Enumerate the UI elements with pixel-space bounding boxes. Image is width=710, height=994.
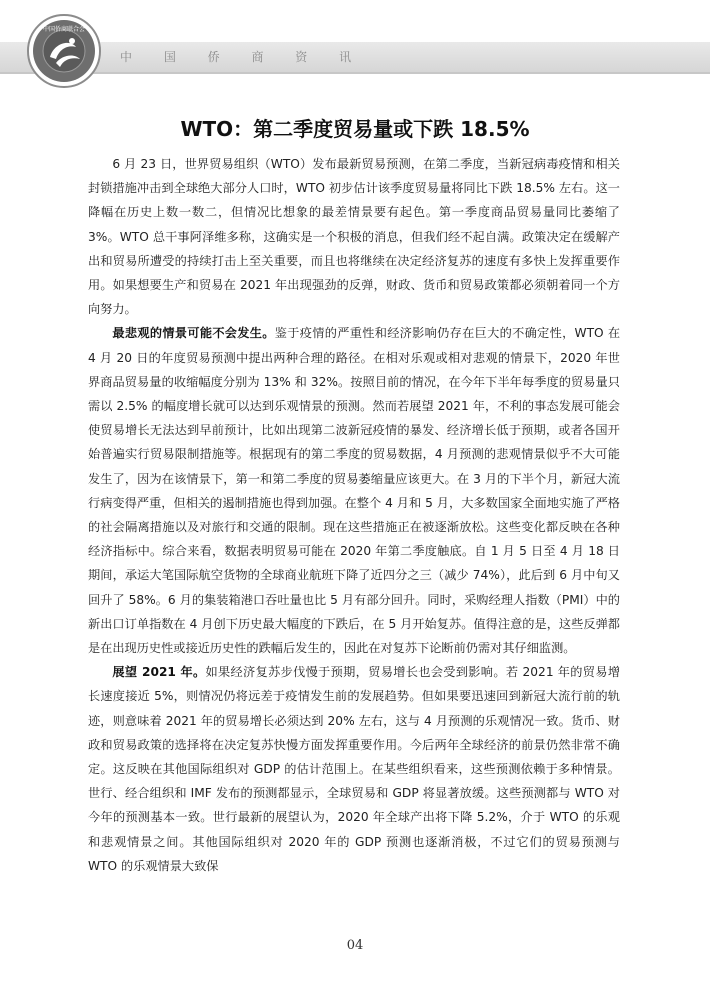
paragraph-3: [88, 660, 620, 878]
header-title: 中 国 侨 商 资 讯: [120, 50, 366, 64]
article-title: WTO：第二季度贸易量或下跌 18.5%: [180, 117, 530, 141]
paragraph-3-lead: 展望 2021 年。: [112, 665, 206, 680]
paragraph-2: [88, 321, 620, 660]
paragraph-1: [88, 152, 620, 321]
article-body: [88, 152, 620, 878]
paragraph-2-lead: 最悲观的情景可能不会发生。: [112, 326, 275, 341]
paragraph-2-text: 鉴于疫情的严重性和经济影响仍存在巨大的不确定性，WTO 在 4 月 20 日的年度贸易预测中提出两种合理的路径。在相对乐观或相对悲观的情景下，2020 年世界商品贸易量的收缩幅度分别为 13% 和 32%。按照目前的情况，在今年下半年每季度的贸易量只需以 2.5% 的幅度增长就可以达到乐观情景的预测。然而若展望 2021 年，不利的事态发展可能会使贸易增长无法达到早前预计，比如出现第二波新冠疫情的暴发、经济增长低于预期，或者各国开始普遍实行贸易限制措施等。根据现有的第二季度的贸易数据，4 月预测的悲观情景似乎不大可能发生了，因为在该情景下，第一和第二季度的贸易萎缩量应该更大。在 3 月的下半个月，新冠大流行病变得严重，但相关的遏制措施也得到加强。在整个 4 月和 5 月，大多数国家全面地实施了严格的社会隔离措施以及对旅行和交通的限制。现在这些措施正在被逐渐放松。这些变化都反映在各种经济指标中。综合来看，数据表明贸易可能在 2020 年第二季度触底。自 1 月 5 日至 4 月 18 日期间，承运大笔国际航空货物的全球商业航班下降了近四分之三（减少 74%），此后到 6 月中旬又回升了 58%。6 月的集装箱港口吞吐量也比 5 月有部分回升。同时，采购经理人指数（PMI）中的新出口订单指数在 4 月创下历史最大幅度的下跌后，在 5 月开始复苏。值得注意的是，这些反弹都是在出现历史性或接近历史性的跌幅后发生的，因此在对复苏下论断前仍需对其仔细监测。: [88, 326, 621, 656]
logo-emblem: [26, 13, 102, 89]
paragraph-1-text: 6 月 23 日，世界贸易组织（WTO）发布最新贸易预测，在第二季度，当新冠病毒疫情和相关封锁措施冲击到全球绝大部分人口时，WTO 初步估计该季度贸易量将同比下跌 18.5% 左右。这一降幅在历史上数一数二，但情况比想象的最差情景要有起色。第一季度商品贸易量同比萎缩了 3%。WTO 总干事阿泽维多称，这确实是一个积极的消息，但我们经不起自满。政策决定在缓解产出和贸易所遭受的持续打击上至关重要，而且也将继续在决定经济复苏的速度有多快上发挥重要作用。如果想要生产和贸易在 2021 年出现强劲的反弹，财政、货币和贸易政策都必须朝着同一个方向努力。: [88, 157, 620, 317]
page-number: 04: [346, 938, 364, 953]
logo-text: 中国侨商联合会: [42, 26, 86, 33]
paragraph-3-text: 如果经济复苏步伐慢于预期，贸易增长也会受到影响。若 2021 年的贸易增长速度接近 5%，则情况仍将远差于疫情发生前的发展趋势。但如果要迅速回到新冠大流行前的轨迹，则意味着 2021 年的贸易增长必须达到 20% 左右，这与 4 月预测的乐观情况一致。货币、财政和贸易政策的选择将在决定复苏快慢方面发挥重要作用。今后两年全球经济的前景仍然非常不确定。这反映在其他国际组织对 GDP 的估计范围上。在某些组织看来，这些预测依赖于多种情景。世行、经合组织和 IMF 发布的预测都显示，全球贸易和 GDP 将显著放缓。这些预测都与 WTO 对今年的预测基本一致。世行最新的展望认为，2020 年全球产出将下降 5.2%，介于 WTO 的乐观和悲观情景之间。其他国际组织对 2020 年的 GDP 预测也逐渐消极，不过它们的贸易预测与 WTO 的乐观情景大致保: [88, 665, 621, 873]
